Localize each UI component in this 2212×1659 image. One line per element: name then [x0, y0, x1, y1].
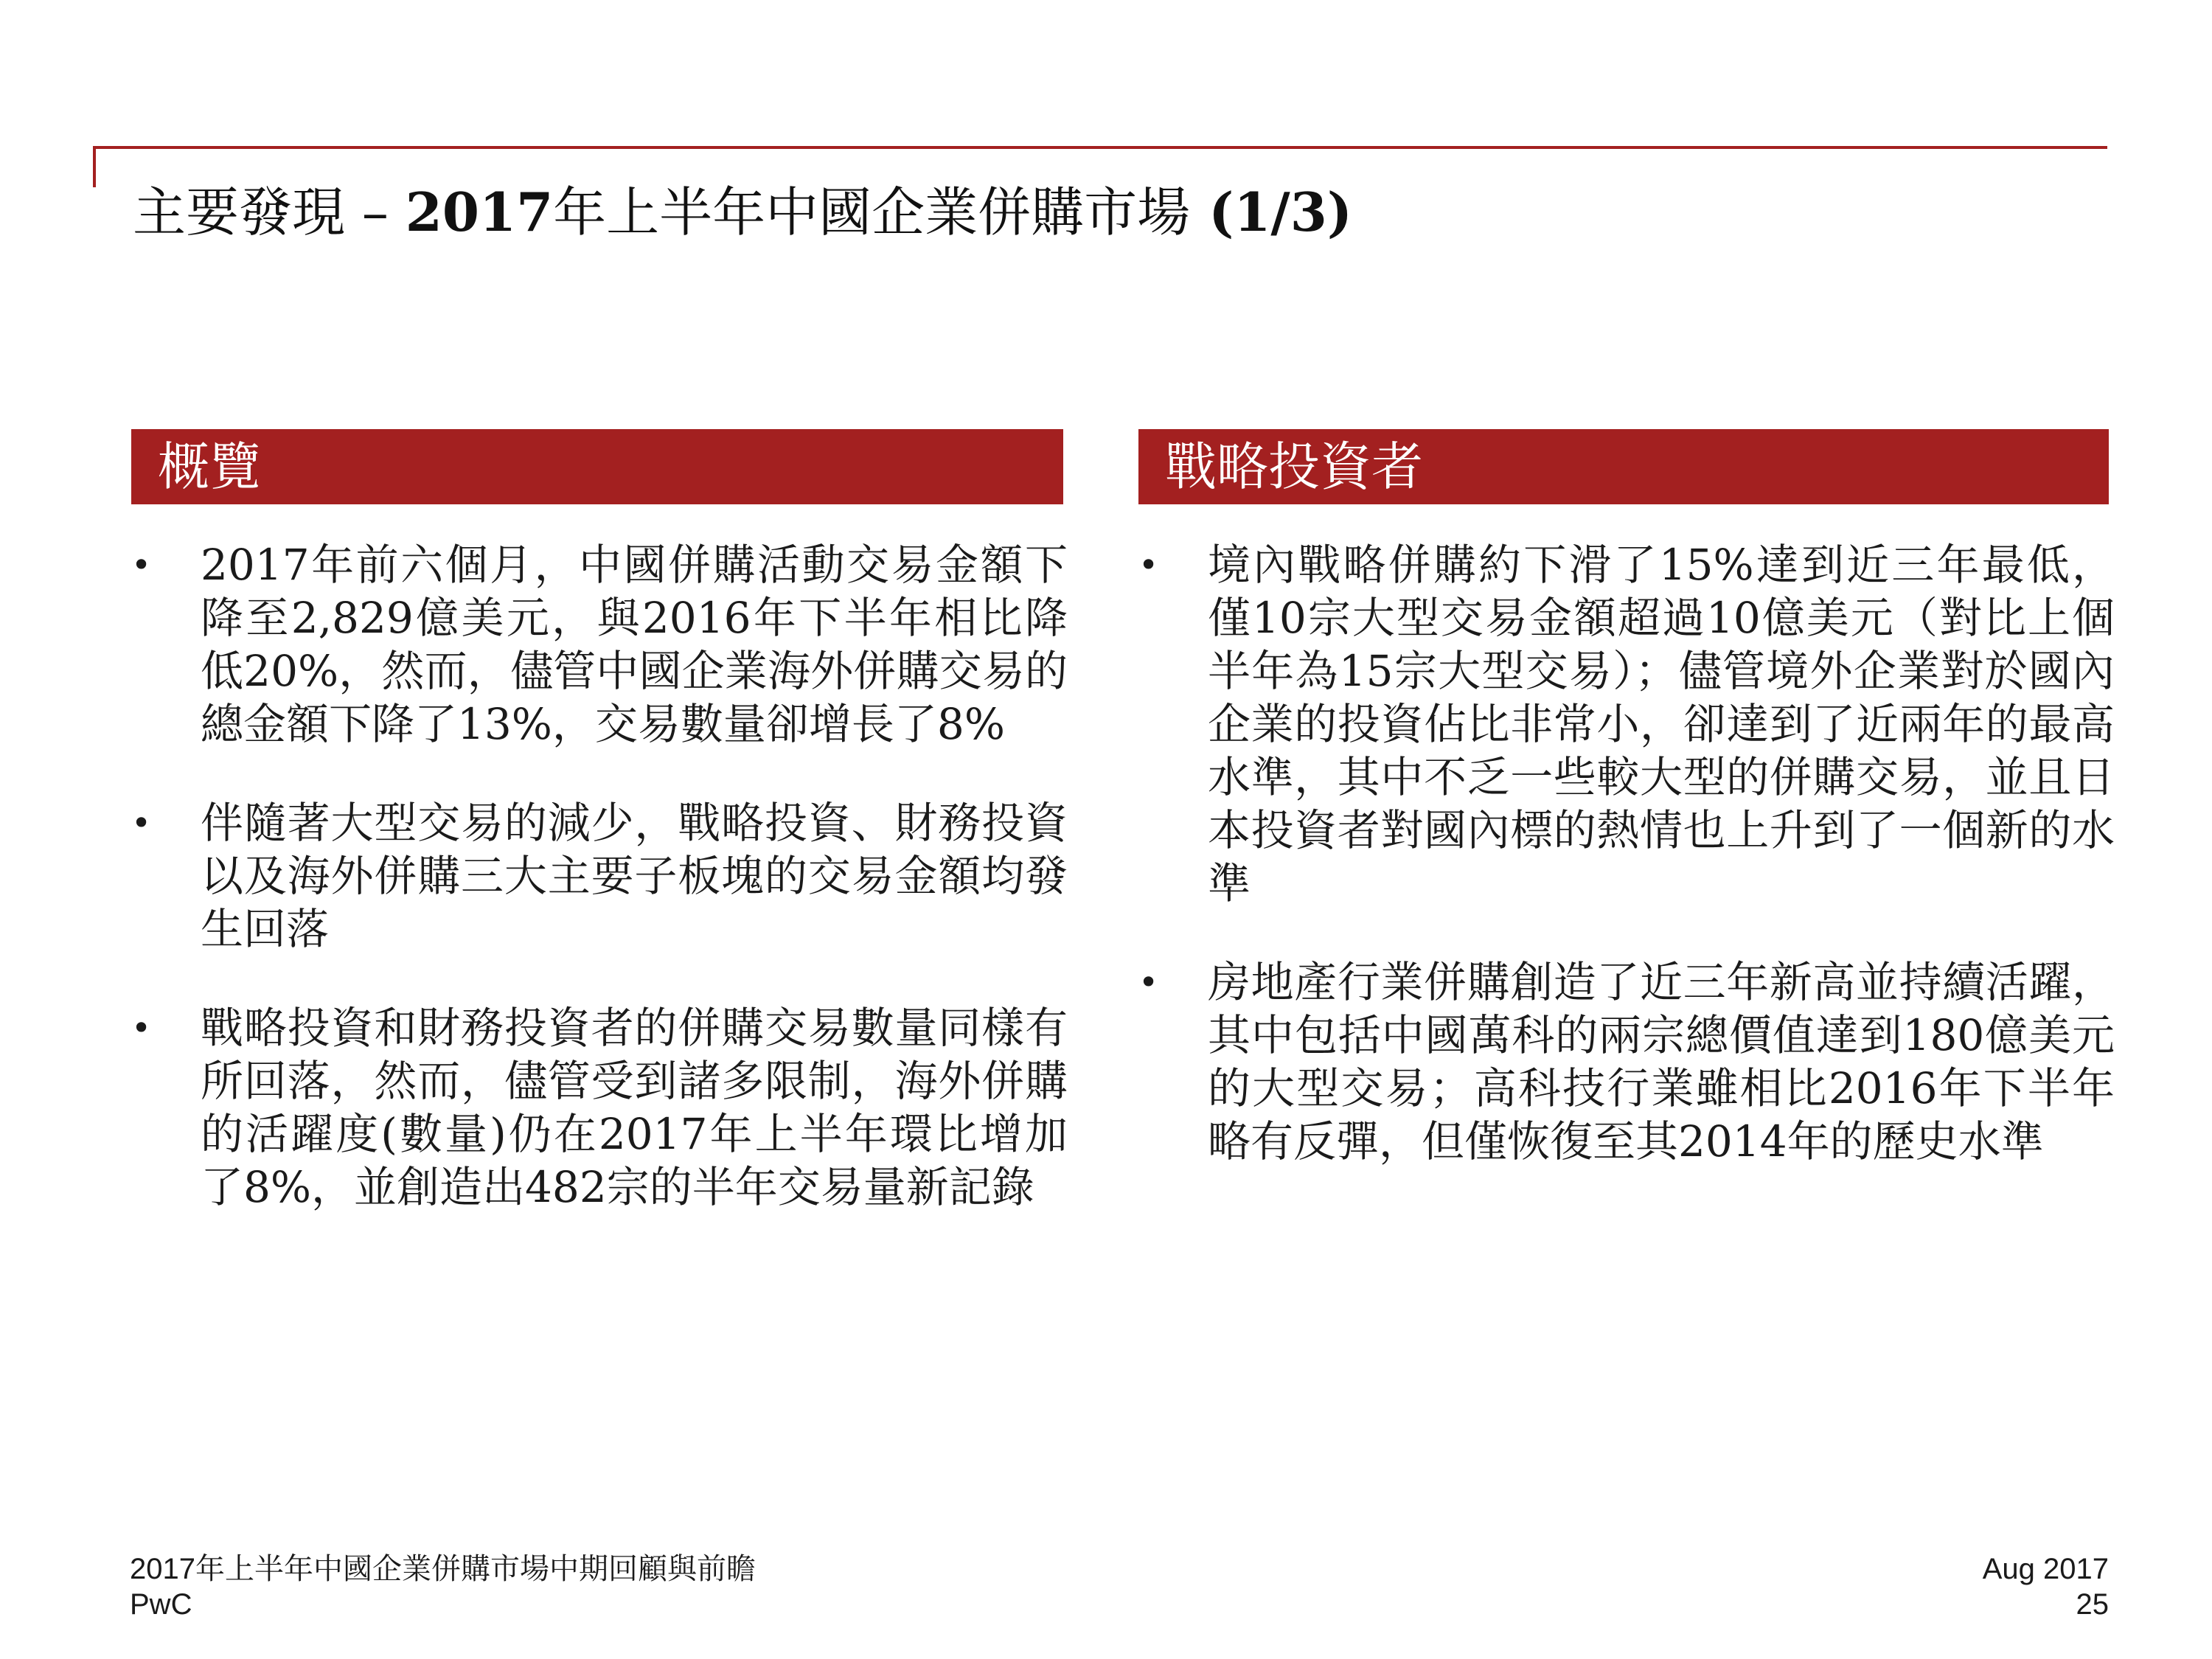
title-year: 2017 [405, 181, 554, 243]
bullet-dot-icon: • [1138, 962, 1159, 1002]
strategic-bullet-text: 境內戰略併購約下滑了15%達到近三年最低，僅10宗大型交易金額超過10億美元（對比上個半年為15宗大型交易）；儘管境外企業對於國內企業的投資佔比非常小，卻達到了近兩年的最高水準，其中不乏一些較大型的併購交易，並且日本投資者對國內標的熱情也上升到了一個新的水準 [1208, 540, 2115, 908]
bullet-dot-icon: • [131, 545, 152, 585]
strategic-investors-header-label: 戰略投資者 [1165, 437, 1423, 497]
strategic-bullet-item [1138, 956, 2115, 1168]
overview-bullet-text: 伴隨著大型交易的減少，戰略投資、財務投資以及海外併購三大主要子板塊的交易金額均發生回落 [201, 798, 1068, 954]
strategic-bullet-item [1138, 538, 2115, 910]
footer-left [130, 1551, 756, 1622]
bullet-dot-icon: • [131, 803, 152, 843]
strategic-investors-header [1138, 429, 2109, 504]
footer-company: PwC [130, 1588, 192, 1621]
footer-page-number: 25 [2076, 1588, 2109, 1621]
strategic-investors-bullet-list [1138, 538, 2115, 1214]
strategic-bullet-text: 房地產行業併購創造了近三年新高並持續活躍，其中包括中國萬科的兩宗總價值達到180億美元的大型交易；高科技行業雖相比2016年下半年略有反彈，但僅恢復至其2014年的歷史水準 [1208, 957, 2115, 1166]
page-title [133, 168, 2109, 257]
title-prefix: 主要發現 – [133, 181, 406, 243]
overview-bullet-item [131, 796, 1068, 956]
overview-bullet-item [131, 538, 1068, 751]
footer-date: Aug 2017 [1982, 1553, 2109, 1585]
bullet-dot-icon: • [131, 1008, 152, 1048]
title-suffix: (1/3) [1190, 181, 1352, 243]
top-rule [93, 146, 2107, 149]
bullet-dot-icon: • [1138, 545, 1159, 585]
overview-bullet-text: 戰略投資和財務投資者的併購交易數量同樣有所回落，然而，儘管受到諸多限制，海外併購的活躍度(數量)仍在2017年上半年環比增加了8%，並創造出482宗的半年交易量新記錄 [201, 1003, 1068, 1212]
overview-header-label: 概覽 [158, 437, 261, 497]
top-rule-tick [93, 146, 96, 187]
overview-header [131, 429, 1063, 504]
footer-right [1983, 1551, 2109, 1622]
title-main: 年上半年中國企業併購市場 [553, 181, 1191, 243]
overview-bullet-list [131, 538, 1068, 1259]
footer-report-title: 2017年上半年中國企業併購市場中期回顧與前瞻 [130, 1553, 756, 1585]
overview-bullet-text: 2017年前六個月，中國併購活動交易金額下降至2,829億美元，與2016年下半年相比降低20%，然而，儘管中國企業海外併購交易的總金額下降了13%，交易數量卻增長了8% [201, 540, 1068, 749]
overview-bullet-item [131, 1001, 1068, 1214]
